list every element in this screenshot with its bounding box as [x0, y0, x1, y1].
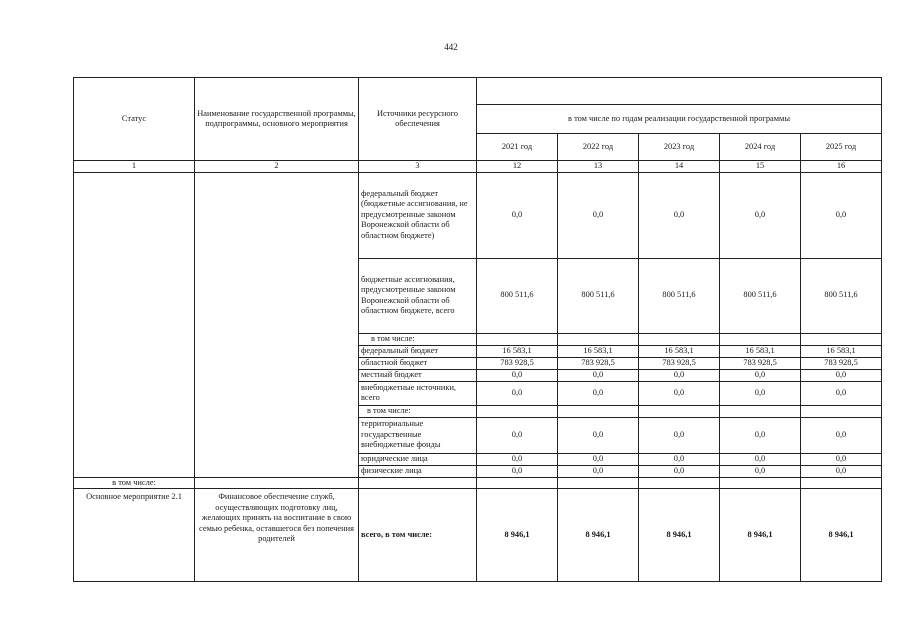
empty-cell	[477, 477, 558, 489]
value-cell: 0,0	[720, 381, 801, 405]
header-sources: Источники ресурсного обеспечения	[359, 78, 477, 161]
header-year: 2023 год	[639, 134, 720, 161]
value-cell: 800 511,6	[477, 258, 558, 333]
value-cell: 0,0	[558, 417, 639, 453]
value-cell: 0,0	[639, 369, 720, 381]
resource-table	[73, 77, 882, 582]
page-number: 442	[444, 42, 458, 52]
source-label: бюджетные ассигнования, предусмотренные законом Воронежской области об областном бюджете, всего	[359, 258, 477, 333]
value-cell: 0,0	[558, 465, 639, 477]
value-cell: 0,0	[720, 453, 801, 465]
value-cell: 783 928,5	[639, 357, 720, 369]
value-cell: 0,0	[801, 369, 882, 381]
header-name: Наименование государственной программы, подпрограммы, основного мероприятия	[195, 78, 359, 161]
including-row	[74, 477, 882, 489]
value-cell: 16 583,1	[720, 345, 801, 357]
column-number: 14	[639, 161, 720, 173]
source-label: федеральный бюджет (бюджетные ассигнования, не предусмотренные законом Воронежской области об областном бюджете)	[359, 172, 477, 258]
event-value: 8 946,1	[801, 489, 882, 582]
value-cell: 783 928,5	[558, 357, 639, 369]
value-cell	[477, 333, 558, 345]
value-cell: 800 511,6	[639, 258, 720, 333]
empty-cell	[195, 477, 359, 489]
value-cell: 16 583,1	[801, 345, 882, 357]
column-number: 13	[558, 161, 639, 173]
value-cell: 783 928,5	[720, 357, 801, 369]
event-status: Основное мероприятие 2.1	[74, 489, 195, 582]
value-cell: 800 511,6	[558, 258, 639, 333]
source-label: юридические лица	[359, 453, 477, 465]
column-number: 12	[477, 161, 558, 173]
value-cell: 0,0	[558, 453, 639, 465]
value-cell: 0,0	[639, 465, 720, 477]
value-cell	[801, 333, 882, 345]
source-label: областной бюджет	[359, 357, 477, 369]
value-cell: 0,0	[720, 369, 801, 381]
source-label: физические лица	[359, 465, 477, 477]
column-number: 15	[720, 161, 801, 173]
value-cell: 0,0	[801, 417, 882, 453]
value-cell: 0,0	[639, 381, 720, 405]
value-cell: 0,0	[558, 381, 639, 405]
value-cell: 800 511,6	[801, 258, 882, 333]
value-cell: 0,0	[639, 172, 720, 258]
event-row	[74, 489, 882, 582]
value-cell: 783 928,5	[477, 357, 558, 369]
source-label: федеральный бюджет	[359, 345, 477, 357]
value-cell: 16 583,1	[558, 345, 639, 357]
event-value: 8 946,1	[720, 489, 801, 582]
source-label: внебюджетные источники, всего	[359, 381, 477, 405]
empty-cell	[558, 477, 639, 489]
value-cell: 0,0	[720, 417, 801, 453]
column-number: 1	[74, 161, 195, 173]
column-number: 3	[359, 161, 477, 173]
value-cell	[801, 405, 882, 417]
value-cell: 0,0	[720, 172, 801, 258]
value-cell: 0,0	[477, 453, 558, 465]
source-label: в том числе:	[359, 405, 477, 417]
header-by-years: в том числе по годам реализации государственной программы	[477, 105, 882, 134]
header-year: 2024 год	[720, 134, 801, 161]
value-cell	[558, 333, 639, 345]
value-cell	[477, 405, 558, 417]
header-status: Статус	[74, 78, 195, 161]
value-cell: 0,0	[801, 465, 882, 477]
value-cell	[639, 405, 720, 417]
value-cell: 0,0	[477, 417, 558, 453]
value-cell: 0,0	[720, 465, 801, 477]
header-year: 2025 год	[801, 134, 882, 161]
value-cell: 0,0	[639, 453, 720, 465]
value-cell: 0,0	[477, 381, 558, 405]
including-label: в том числе:	[74, 477, 195, 489]
empty-cell	[639, 477, 720, 489]
value-cell: 0,0	[801, 381, 882, 405]
value-cell: 0,0	[477, 465, 558, 477]
event-value: 8 946,1	[639, 489, 720, 582]
empty-cell	[359, 477, 477, 489]
value-cell: 0,0	[477, 369, 558, 381]
empty-cell	[720, 477, 801, 489]
value-cell: 0,0	[801, 172, 882, 258]
value-cell	[558, 405, 639, 417]
value-cell	[639, 333, 720, 345]
value-cell: 0,0	[639, 417, 720, 453]
value-cell	[720, 405, 801, 417]
value-cell: 0,0	[477, 172, 558, 258]
event-source: всего, в том числе:	[359, 489, 477, 582]
value-cell	[720, 333, 801, 345]
event-value: 8 946,1	[477, 489, 558, 582]
header-row-top	[74, 78, 882, 105]
header-year: 2021 год	[477, 134, 558, 161]
column-number: 2	[195, 161, 359, 173]
value-cell: 0,0	[801, 453, 882, 465]
value-cell: 800 511,6	[720, 258, 801, 333]
event-name: Финансовое обеспечение служб, осуществляющих подготовку лиц, желающих принять на воспитание в свою семью ребенка, оставшегося без попечения родителей	[195, 489, 359, 582]
column-number: 16	[801, 161, 882, 173]
event-value: 8 946,1	[558, 489, 639, 582]
header-blank	[477, 78, 882, 105]
header-year: 2022 год	[558, 134, 639, 161]
table-row	[74, 172, 882, 258]
column-numbers-row	[74, 161, 882, 173]
source-label: территориальные государственные внебюджетные фонды	[359, 417, 477, 453]
source-label: в том числе:	[359, 333, 477, 345]
value-cell: 0,0	[558, 172, 639, 258]
source-label: местный бюджет	[359, 369, 477, 381]
name-cell-empty	[195, 172, 359, 477]
value-cell: 0,0	[558, 369, 639, 381]
value-cell: 16 583,1	[639, 345, 720, 357]
value-cell: 16 583,1	[477, 345, 558, 357]
status-cell-empty	[74, 172, 195, 477]
empty-cell	[801, 477, 882, 489]
value-cell: 783 928,5	[801, 357, 882, 369]
